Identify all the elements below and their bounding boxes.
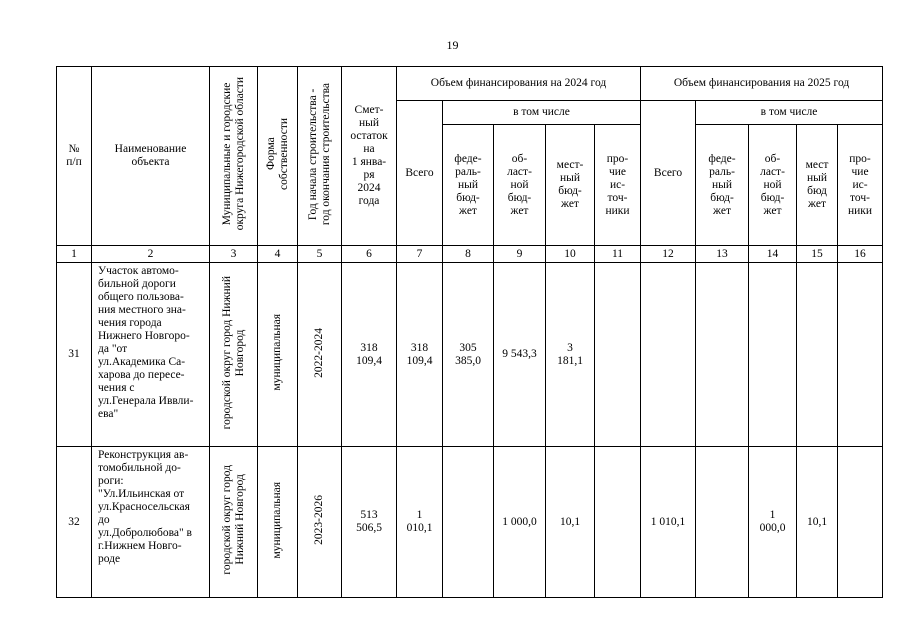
- local-2024: 3 181,1: [546, 263, 595, 447]
- district: городской округ город Нижний Новгород: [210, 263, 258, 447]
- column-number: 6: [342, 246, 397, 263]
- header-district: Муниципальные и городские округа Нижегородской области: [210, 67, 258, 246]
- header-local-2024: мест- ный бюд- жет: [546, 125, 595, 246]
- column-number: 12: [641, 246, 696, 263]
- remainder: 318 109,4: [342, 263, 397, 447]
- header-federal-2024: феде- раль- ный бюд- жет: [443, 125, 494, 246]
- table-row: [57, 447, 883, 598]
- object-name: Участок автомо- бильной дороги общего пользова- ния местного зна- чения города Нижнего Новгоро- да "от ул.Академика Са- харова до пересе- чения с ул.Генерала Иввли- ева": [92, 263, 210, 447]
- column-number: 5: [298, 246, 342, 263]
- column-number: 3: [210, 246, 258, 263]
- page-number: 19: [446, 38, 459, 52]
- local-2025: [797, 263, 838, 447]
- header-incl-2025: в том числе: [696, 101, 883, 125]
- years: 2022-2024: [298, 263, 342, 447]
- column-number: 11: [595, 246, 641, 263]
- federal-2024: 305 385,0: [443, 263, 494, 447]
- column-number: 14: [749, 246, 797, 263]
- financing-table: [56, 66, 883, 598]
- local-2024: 10,1: [546, 447, 595, 598]
- federal-2025: [696, 263, 749, 447]
- district: городской округ город Нижний Новгород: [210, 447, 258, 598]
- header-regional-2025: об- ласт- ной бюд- жет: [749, 125, 797, 246]
- regional-2025: 1 000,0: [749, 447, 797, 598]
- column-number: 7: [397, 246, 443, 263]
- other-2025: [838, 447, 883, 598]
- row-num: 31: [57, 263, 92, 447]
- row-num: 32: [57, 447, 92, 598]
- header-total-2025: Всего: [641, 101, 696, 246]
- header-federal-2025: феде- раль- ный бюд- жет: [696, 125, 749, 246]
- header-other-2024: про- чие ис- точ- ники: [595, 125, 641, 246]
- ownership: муниципальная: [258, 263, 298, 447]
- header-ownership: Форма собственности: [258, 67, 298, 246]
- remainder: 513 506,5: [342, 447, 397, 598]
- column-number: 16: [838, 246, 883, 263]
- column-number: 10: [546, 246, 595, 263]
- header-incl-2024: в том числе: [443, 101, 641, 125]
- total-2025: 1 010,1: [641, 447, 696, 598]
- object-name: Реконструкция ав- томобильной до- роги: "Ул.Ильинская от ул.Красносельская до ул.Добролюбова" в г.Нижнем Новго- роде: [92, 447, 210, 598]
- header-fin-2024: Объем финансирования на 2024 год: [397, 67, 641, 101]
- column-number-row: [57, 246, 883, 263]
- column-number: 15: [797, 246, 838, 263]
- total-2025: [641, 263, 696, 447]
- other-2024: [595, 263, 641, 447]
- federal-2024: [443, 447, 494, 598]
- years: 2023-2026: [298, 447, 342, 598]
- header-remainder: Смет- ный остаток на 1 янва- ря 2024 года: [342, 67, 397, 246]
- header-fin-2025: Объем финансирования на 2025 год: [641, 67, 883, 101]
- column-number: 2: [92, 246, 210, 263]
- table-row: [57, 263, 883, 447]
- header-regional-2024: об- ласт- ной бюд- жет: [494, 125, 546, 246]
- column-number: 1: [57, 246, 92, 263]
- header-num: № п/п: [57, 67, 92, 246]
- regional-2024: 1 000,0: [494, 447, 546, 598]
- regional-2025: [749, 263, 797, 447]
- header-name: Наименование объекта: [92, 67, 210, 246]
- header-other-2025: про- чие ис- точ- ники: [838, 125, 883, 246]
- other-2024: [595, 447, 641, 598]
- column-number: 4: [258, 246, 298, 263]
- other-2025: [838, 263, 883, 447]
- total-2024: 318 109,4: [397, 263, 443, 447]
- ownership: муниципальная: [258, 447, 298, 598]
- header-local-2025: мест ный бюд жет: [797, 125, 838, 246]
- column-number: 8: [443, 246, 494, 263]
- header-total-2024: Всего: [397, 101, 443, 246]
- regional-2024: 9 543,3: [494, 263, 546, 447]
- total-2024: 1 010,1: [397, 447, 443, 598]
- local-2025: 10,1: [797, 447, 838, 598]
- column-number: 13: [696, 246, 749, 263]
- header-years: Год начала строительства - год окончания строительства: [298, 67, 342, 246]
- federal-2025: [696, 447, 749, 598]
- column-number: 9: [494, 246, 546, 263]
